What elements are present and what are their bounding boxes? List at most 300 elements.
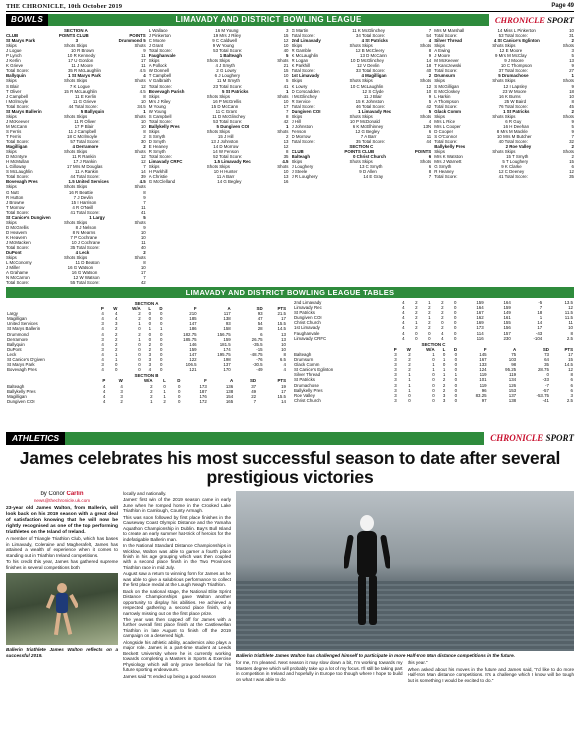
table-cell: 117	[223, 311, 231, 317]
result-cell: R Service	[291, 98, 311, 104]
result-cell: D McGrellis	[6, 224, 29, 230]
table-cell: 2	[408, 362, 411, 368]
result-cell: 10 C Thompson	[500, 63, 532, 69]
result-cell: 10 D McGlinchey	[350, 58, 384, 64]
table-cell: 0	[114, 367, 118, 373]
club-name: Derramore	[7, 336, 28, 342]
result-cell: Skips	[291, 78, 303, 84]
table-cell: -53.75	[536, 392, 549, 398]
table-cell: 4	[283, 362, 286, 368]
result-cell: 2	[143, 144, 146, 150]
table-cell: 4	[102, 398, 106, 404]
results-column	[434, 28, 574, 286]
result-cell: 10	[283, 43, 289, 49]
result-cell: 31	[569, 33, 574, 39]
result-cell: 10 R Brown	[70, 48, 94, 54]
table-cell: 230	[503, 335, 511, 341]
table-cell: 2	[114, 331, 118, 337]
table-cell: 4	[120, 383, 123, 389]
result-cell: 8	[571, 98, 574, 104]
result-cell: 7	[143, 199, 146, 205]
table-cell: 0	[432, 372, 435, 378]
table-cell: 3	[120, 388, 123, 394]
result-cell: Drumsurn	[434, 73, 456, 79]
result-cell: 11 K McGlinchey	[352, 28, 385, 33]
table-cell: 0	[148, 336, 152, 342]
result-cell: R Smyth	[148, 149, 166, 155]
result-cell: Mrs L Rice	[434, 118, 456, 124]
table-cell: 14	[281, 398, 286, 404]
table-cell: 2	[408, 367, 411, 373]
result-cell: J Pinkerton	[148, 33, 171, 39]
result-cell: 13 J Johnston	[210, 139, 239, 145]
result-cell: 76 Total Score:	[498, 103, 528, 109]
byline-email[interactable]: news@thechronicle.uk.com	[33, 498, 91, 503]
table-cell: 0	[442, 362, 446, 368]
table-header-cell: W/A	[132, 306, 141, 312]
result-cell: Bovevagh Pres	[6, 179, 38, 185]
club-name: Dungiven COI	[7, 398, 35, 404]
result-cell: 2 Roe Valley	[505, 144, 532, 150]
result-cell: 11 G Grieve	[72, 98, 97, 104]
table-cell: 26.75	[251, 336, 263, 342]
result-cell: Mrs L Cooper	[434, 123, 461, 129]
table-cell: 167	[479, 357, 487, 363]
result-cell: 7 P Cochrane	[70, 234, 98, 240]
table-cell: 159	[476, 300, 484, 305]
table-cell: 1	[114, 351, 118, 357]
table-section-heading: SECTION B	[134, 373, 159, 379]
result-cell: L Wallace	[148, 28, 168, 33]
table-cell: 0	[160, 336, 163, 342]
table-cell: 2	[428, 320, 431, 326]
result-cell: Shots	[562, 149, 574, 155]
result-cell: Shots Skips	[492, 43, 516, 49]
result-cell: 12 G Begley	[355, 128, 380, 134]
table-cell: 153	[508, 387, 517, 393]
club-name: Largy	[7, 311, 18, 317]
result-cell: Skips	[291, 43, 303, 49]
result-cell: 7 J Devlin	[73, 194, 93, 200]
result-cell: 11 R Oliver	[74, 118, 96, 124]
article-paragraph: To his credit this year, James has gathered supreme finishes in several competitions both	[6, 559, 118, 570]
result-cell: 3	[286, 28, 289, 33]
article-paragraph: Back on the national stage, the National Elite Sprint Distance Championships gave Walton another opportunity to display his abilities. He achieved a respected gathering a second place finish, only narrowly missing out on the first place prize.	[123, 588, 231, 616]
table-cell: 1	[428, 315, 431, 321]
result-cell: Shots Skips	[64, 219, 88, 225]
league-table	[293, 300, 574, 341]
article-lead: 23-year old James Walton, from Ballerin, will look back on his 2019 season with a great deal of satisfaction knowing that he will now be rightly recognised as one of the top performing triathletes on the Island of Ireland.	[6, 506, 118, 535]
result-cell: Shots	[134, 113, 146, 119]
result-cell: 10	[140, 98, 146, 104]
table-cell: 7	[539, 305, 543, 311]
result-cell: Skips	[434, 149, 445, 155]
table-cell: 4	[102, 383, 106, 389]
table-cell: 0	[177, 398, 181, 404]
result-cell: D Corscadden	[291, 88, 320, 94]
table-cell: 0	[432, 397, 435, 403]
result-cell: POINTS CLUB	[58, 33, 89, 39]
table-cell: 8	[570, 372, 573, 378]
result-cell: 18	[426, 63, 432, 69]
photo-runner-caption: Ballerin triathlete James Walton reflects on a successful 2019.	[6, 647, 118, 658]
result-cell	[64, 285, 88, 286]
club-name: St Marys Park	[7, 362, 35, 368]
table-cell: 172	[199, 398, 207, 404]
result-cell: 15	[569, 159, 574, 165]
table-cell: 0	[442, 351, 446, 357]
table-cell: 146	[189, 341, 197, 347]
table-cell: 0	[428, 330, 431, 336]
table-cell: 22	[251, 393, 257, 399]
table-cell: 0	[138, 367, 141, 373]
result-cell: Skips	[6, 78, 17, 84]
result-cell: 4 Derramore	[72, 144, 99, 150]
result-cell: Shots	[277, 58, 289, 64]
table-cell: 4	[402, 325, 405, 331]
table-cell: 14	[537, 320, 543, 326]
result-cell: Total Score:	[291, 68, 315, 74]
water-surface	[236, 581, 574, 651]
club-name: St Patricks	[294, 310, 315, 316]
table-cell: 158	[223, 326, 231, 332]
league-tables	[6, 300, 574, 428]
result-cell: 13 D McCann	[360, 53, 387, 59]
result-cell: 11 J Blair	[363, 93, 382, 99]
table-cell: -30.5	[252, 362, 263, 368]
table-cell: 114	[476, 330, 484, 336]
result-cell: Shots	[134, 78, 146, 84]
result-cell: C Moore	[148, 38, 166, 44]
table-header-cell: A	[230, 378, 234, 384]
result-cell: 6	[428, 164, 432, 170]
result-cell: 4 Leck	[75, 250, 90, 256]
result-cell: 4 St Patricks	[361, 38, 388, 44]
club-name: Faughanvale	[294, 330, 320, 336]
table-cell: 4	[402, 320, 405, 326]
result-cell: 2	[143, 250, 146, 256]
result-cell: 16 P McGrellis	[212, 98, 242, 104]
table-cell: 96	[481, 387, 487, 393]
result-cell: Skips	[434, 113, 445, 119]
club-name: Balteagh	[294, 351, 312, 357]
result-cell: 10 R Kennedy	[67, 53, 96, 59]
result-cell: J Miller	[6, 265, 20, 271]
result-cell: 42	[140, 280, 146, 286]
result-cell: 7	[143, 275, 146, 281]
table-cell: 2	[150, 393, 153, 399]
table-cell: 1	[442, 372, 446, 378]
table-cell: 28	[257, 326, 263, 332]
result-cell: Skips	[6, 113, 17, 119]
result-cell: 3	[75, 38, 79, 44]
result-cell: Total Score:	[434, 139, 458, 145]
result-line	[292, 174, 432, 179]
result-cell: H McMullan	[6, 159, 30, 165]
result-cell: 17	[140, 270, 146, 276]
result-cell: 10	[426, 88, 432, 94]
result-cell: Total Score:	[434, 103, 458, 109]
result-cell: Total Score:	[6, 245, 30, 251]
result-cell: 5	[571, 123, 574, 129]
result-cell: Total Score:	[6, 103, 30, 109]
result-cell: 2	[571, 108, 574, 114]
table-cell: 3	[120, 393, 123, 399]
result-cell: 25 W Baird	[504, 98, 527, 104]
result-cell: 17 U Gordon	[68, 58, 94, 64]
table-cell: 0	[432, 392, 435, 398]
club-name: Ballyquin	[7, 341, 25, 347]
result-cell: 14 Miss L Pinkerton	[497, 28, 536, 33]
result-cell: 9	[571, 63, 574, 69]
result-cell: St Marys Ballerin	[6, 108, 42, 114]
swimmer-figure-icon	[344, 513, 390, 633]
result-cell: 40 Total Score:	[498, 139, 528, 145]
runner-figure-icon	[46, 581, 78, 643]
result-cell: 0 Christ Church	[352, 154, 386, 160]
table-cell: 2	[415, 315, 418, 321]
result-cell: 42	[426, 103, 432, 109]
table-cell: 4	[102, 393, 106, 399]
table-cell: -48.75	[250, 351, 263, 357]
result-cell: Ballykelly Pres	[434, 144, 466, 150]
result-cell: 35 R McLaughlin	[67, 68, 101, 74]
table-cell: 3	[442, 397, 446, 403]
table-cell: 17	[281, 388, 286, 394]
table-cell: 6	[260, 331, 263, 337]
result-cell: 5	[571, 53, 574, 59]
table-cell: 185	[189, 316, 197, 322]
result-cell: 2	[571, 144, 574, 150]
result-cell: G Nutt	[6, 189, 19, 195]
table-cell: 137	[223, 362, 231, 368]
club-name: Silver Thread	[294, 372, 321, 378]
result-cell: 8	[286, 149, 289, 155]
table-cell: -15	[256, 346, 263, 352]
result-cell: 55 Total Score:	[70, 280, 100, 286]
result-cell: J Campbell	[6, 93, 28, 99]
result-cell: 10	[140, 265, 146, 271]
table-header-cell: A	[227, 306, 231, 312]
result-cell: 12 E Moore	[499, 48, 523, 54]
table-cell: 1	[150, 398, 153, 404]
result-cell: 7 K Logue	[69, 83, 90, 89]
result-cell: Shots	[420, 43, 432, 49]
result-cell: D Cooper	[434, 128, 454, 134]
result-cell: S Blair	[6, 83, 19, 89]
club-name: Ballykelly Pres	[294, 387, 323, 393]
club-name: 1st Limavady	[294, 325, 320, 331]
table-cell: 2	[120, 398, 123, 404]
table-cell: 138	[508, 397, 517, 403]
table-cell: 6	[570, 387, 573, 393]
table-cell: 0	[454, 300, 457, 305]
result-cell: 6 R Guy	[505, 118, 522, 124]
article-column-1	[6, 491, 118, 737]
result-cell: 16 G Watson	[67, 265, 94, 271]
table-cell: 173	[199, 383, 207, 389]
table-cell: 17	[537, 325, 543, 331]
result-cell: T Oliver	[6, 88, 22, 94]
table-cell: 2	[138, 331, 141, 337]
result-cell: 11 A Rankin	[75, 169, 99, 175]
table-cell: 3	[394, 367, 397, 373]
brand-chronicle: CHRONICLE	[494, 15, 545, 25]
league-tables-right	[293, 300, 574, 428]
result-cell: J R Loughery	[291, 174, 318, 180]
result-cell: 10 H Hunter	[213, 169, 238, 175]
table-cell: 0	[454, 362, 458, 368]
result-cell: 52 Total Score:	[213, 154, 243, 160]
result-cell: J Hill	[291, 118, 302, 124]
result-cell: Shots Skips	[492, 149, 516, 155]
results-column	[149, 28, 289, 286]
result-cell: 2nd Limavady	[291, 38, 321, 44]
result-cell: 2	[286, 133, 289, 139]
table-cell: 0	[138, 362, 141, 368]
result-cell: Shots	[420, 78, 432, 84]
result-cell: 10 J Cochrane	[71, 239, 101, 245]
bowls-league-title: LIMAVADY AND DISTRICT BOWLING LEAGUE	[48, 14, 489, 26]
result-cell: 40	[426, 68, 432, 74]
result-cell: 7	[286, 108, 289, 114]
result-cell: H Parkhill	[148, 169, 168, 175]
result-cell: Total Score:	[6, 174, 30, 180]
result-cell: 1	[286, 123, 289, 129]
club-name: St Patricks	[294, 377, 315, 383]
table-cell: 10	[281, 346, 286, 352]
result-cell: 15 I Harrison	[71, 199, 97, 205]
result-cell: 27	[569, 68, 574, 74]
table-cell: 136	[225, 383, 234, 389]
table-cell: 1	[539, 315, 543, 321]
club-name: Limavady CRFC	[294, 335, 327, 341]
result-cell: Shots Skips	[64, 255, 88, 261]
table-cell: 0	[546, 372, 549, 378]
table-cell: 15.5	[277, 321, 286, 327]
result-cell: L Harkin	[434, 93, 451, 99]
result-cell: 8 J Nelson	[75, 224, 97, 230]
league-table	[6, 378, 287, 403]
result-cell: W Young	[148, 108, 167, 114]
byline-last: Carlin	[66, 491, 84, 497]
brand-chronicle: CHRONICLE	[490, 433, 544, 443]
result-cell: 7 A Barr	[360, 133, 377, 139]
table-cell: 1	[432, 351, 435, 357]
table-cell: 138	[223, 316, 231, 322]
table-cell: 133	[479, 362, 487, 368]
result-cell: 15 T Smyth	[506, 154, 529, 160]
result-cell: SECTION A	[64, 28, 88, 33]
result-cell: 11 E Kerlin	[75, 93, 97, 99]
table-header-cell: W/A	[426, 346, 435, 352]
result-cell: Shots Skips	[206, 164, 230, 170]
result-cell: R Heaney	[434, 169, 454, 175]
result-cell: 34 Total Score:	[355, 33, 386, 39]
result-cell: 10	[140, 234, 146, 240]
athletics-tag: ATHLETICS	[6, 432, 65, 445]
result-cell: 5 T Loughery	[502, 159, 529, 165]
result-cell: 12 W Watson	[73, 275, 100, 281]
table-header-cell: P	[100, 306, 104, 312]
table-cell: 4	[402, 335, 405, 341]
result-cell: 5 Ballyquin	[80, 108, 105, 114]
result-cell: Silver Thread	[434, 38, 463, 44]
table-cell: 64	[544, 357, 549, 363]
result-cell: 4 Magilligan	[361, 73, 387, 79]
result-cell: 9 K Clarke	[501, 164, 522, 170]
table-cell: 159	[503, 305, 511, 311]
table-cell: 2	[428, 310, 431, 316]
result-cell: 11 A Barr	[216, 174, 235, 180]
table-cell: 0	[454, 335, 457, 341]
table-cell: 0	[114, 362, 118, 368]
result-cell: Total Score:	[6, 139, 30, 145]
result-cell: 12 B McCleery	[355, 48, 385, 54]
result-cell: Shots Skips	[206, 128, 230, 134]
table-cell: 1	[408, 382, 411, 388]
table-cell: 195.75	[217, 351, 231, 357]
table-cell: 4	[441, 330, 444, 336]
result-cell: 12	[283, 38, 289, 44]
result-cell: 13 C Smyth	[359, 164, 383, 170]
table-cell: 2	[163, 398, 166, 404]
table-cell: 162	[476, 315, 484, 321]
result-cell: Shots Skips	[206, 58, 230, 64]
table-header-cell: L	[442, 346, 446, 352]
result-cell: 10	[283, 169, 289, 175]
table-cell: 97	[481, 397, 487, 403]
result-cell: 12 V Devlin	[356, 63, 380, 69]
result-cell: 57 Total Score:	[70, 139, 100, 145]
table-cell: 159	[223, 336, 231, 342]
table-cell: 3	[101, 362, 104, 368]
result-cell: I McIlmoyle	[6, 98, 29, 104]
result-cell: A Grahame	[6, 270, 29, 276]
table-cell: 0	[160, 311, 163, 317]
table-cell: 164	[476, 305, 484, 311]
paper-date: THE CHRONICLE, 10th October 2019	[6, 3, 123, 10]
table-cell: 1	[138, 321, 141, 327]
table-cell: 3	[394, 397, 397, 403]
table-cell: 164	[503, 300, 511, 305]
result-cell: S McLaughlin	[6, 169, 33, 175]
result-cell: 1 Largy	[89, 214, 105, 220]
result-cell: Skips	[6, 184, 17, 190]
table-header-cell: F	[193, 306, 197, 312]
table-cell: 11.5	[564, 315, 573, 321]
table-cell: 98	[511, 362, 517, 368]
result-cell: 2 G Lowry	[216, 68, 237, 74]
result-cell: 46 Total Score:	[355, 103, 386, 109]
result-cell: 1	[571, 73, 574, 79]
result-cell: 8	[143, 93, 146, 99]
result-line	[434, 174, 574, 179]
result-cell: Shots Skips	[64, 78, 88, 84]
table-cell: 0	[454, 325, 457, 331]
result-cell: M Young	[148, 103, 166, 109]
result-cell: Skips	[6, 255, 17, 261]
result-cell: J Grant	[148, 43, 164, 49]
result-cell: 13	[283, 174, 289, 180]
table-header-cell: D	[177, 378, 181, 384]
result-cell: Fenson	[291, 128, 307, 134]
table-cell: 14.5	[564, 362, 573, 368]
result-cell: Ballykelly Pres	[148, 123, 180, 129]
result-cell: S O'Connor	[434, 133, 458, 139]
table-header-cell: PTS	[277, 306, 286, 312]
result-cell: 19 Mrs J Riley	[213, 33, 242, 39]
